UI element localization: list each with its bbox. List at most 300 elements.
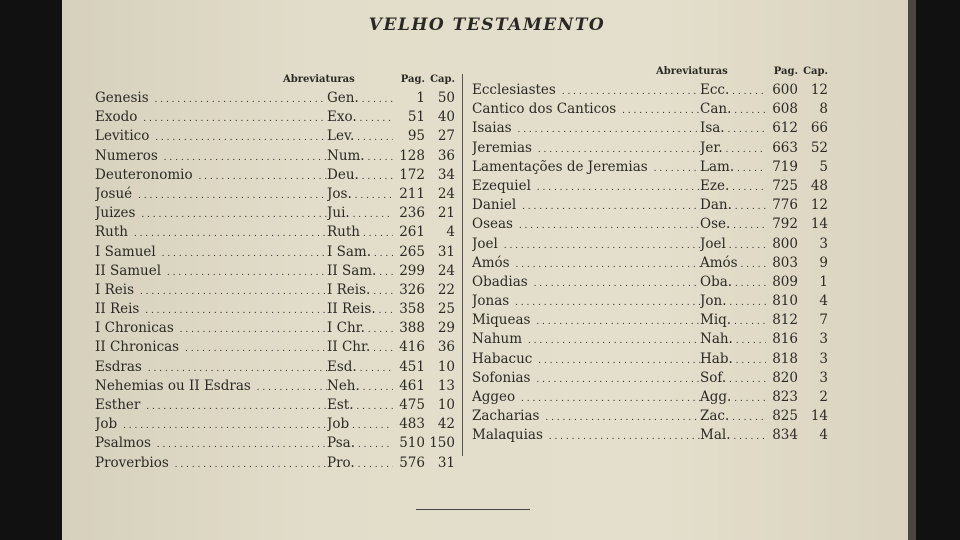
book-name-text: Levitico	[95, 128, 150, 145]
book-page	[393, 205, 425, 221]
book-abbreviation-text: Pro.	[327, 454, 355, 471]
book-page-text: 823	[772, 389, 798, 405]
book-chapters-text: 3	[819, 331, 828, 348]
book-abbreviation	[327, 397, 393, 413]
book-page-text: 265	[399, 243, 425, 260]
table-row	[472, 82, 828, 101]
book-page	[766, 331, 798, 347]
book-abbreviation-text: Gen.	[327, 90, 359, 106]
book-name-text: Obadias	[472, 273, 528, 290]
book-abbreviation-text: Psa.	[327, 435, 355, 452]
book-chapters	[425, 263, 455, 279]
book-page-text: 236	[399, 205, 425, 222]
book-name	[472, 236, 700, 252]
table-row	[95, 359, 455, 378]
book-name-text: Malaquias	[472, 427, 543, 444]
book-chapters	[798, 120, 828, 136]
book-chapters-text: 12	[810, 197, 828, 214]
table-row	[472, 197, 828, 216]
book-name	[95, 244, 327, 260]
book-chapters-text: 14	[810, 408, 828, 425]
table-row	[472, 312, 828, 331]
book-name	[95, 109, 327, 125]
book-abbreviation-text: Nah.	[700, 331, 733, 348]
book-abbreviation	[327, 90, 393, 106]
table-row	[95, 435, 455, 454]
book-chapters-text: 2	[819, 389, 828, 405]
book-abbreviation-text: Ruth	[327, 224, 360, 241]
book-chapters	[798, 331, 828, 347]
book-abbreviation	[327, 301, 393, 317]
table-row	[95, 455, 455, 474]
table-row	[472, 178, 828, 197]
book-abbreviation-text: Est.	[327, 397, 354, 413]
book-chapters	[425, 339, 455, 355]
book-name-text: Aggeo	[472, 389, 516, 405]
book-chapters	[798, 255, 828, 271]
book-page-text: 128	[399, 147, 425, 164]
book-page	[766, 82, 798, 98]
book-page-text: 834	[772, 427, 798, 444]
table-row	[472, 408, 828, 427]
book-name-text: Miqueas	[472, 312, 531, 329]
book-abbreviation	[700, 370, 766, 386]
book-chapters	[425, 128, 455, 144]
book-chapters-text: 4	[446, 224, 455, 241]
book-page	[766, 101, 798, 117]
book-abbreviation	[327, 320, 393, 336]
book-page-text: 663	[772, 139, 798, 156]
book-page-text: 299	[399, 262, 425, 279]
book-name	[95, 282, 327, 298]
table-row	[472, 159, 828, 178]
book-name-text: Proverbios	[95, 454, 169, 471]
book-name-text: Ecclesiastes	[472, 82, 556, 98]
book-name	[95, 339, 327, 355]
book-name-text: Juizes	[95, 205, 136, 222]
table-row	[472, 293, 828, 312]
book-chapters-text: 14	[810, 216, 828, 233]
book-name	[95, 378, 327, 394]
book-chapters-text: 36	[437, 339, 455, 356]
books-table-left	[95, 74, 455, 474]
table-row	[472, 331, 828, 350]
book-chapters	[425, 359, 455, 375]
book-page-text: 211	[399, 185, 425, 202]
book-name-text: Genesis	[95, 90, 149, 106]
book-name-text: Jonas	[472, 293, 510, 310]
book-page	[766, 140, 798, 156]
table-row	[95, 244, 455, 263]
book-page-text: 612	[772, 120, 798, 137]
book-abbreviation-text: Oba.	[700, 273, 733, 290]
book-abbreviation-text: Deu.	[327, 166, 359, 183]
book-name-text: Exodo	[95, 109, 138, 126]
book-chapters	[425, 205, 455, 221]
book-chapters	[798, 408, 828, 424]
book-page	[393, 301, 425, 317]
book-abbreviation-text: II Reis.	[327, 301, 376, 318]
table-row	[95, 282, 455, 301]
book-page-text: 475	[399, 397, 425, 413]
book-name	[472, 408, 700, 424]
book-name-text: Daniel	[472, 197, 517, 214]
book-abbreviation	[700, 101, 766, 117]
book-abbreviation-text: Sof.	[700, 369, 727, 386]
book-abbreviation-text: Exo.	[327, 109, 357, 126]
book-chapters	[798, 370, 828, 386]
book-abbreviation-text: Amós	[700, 254, 738, 271]
book-name	[95, 320, 327, 336]
book-page	[766, 370, 798, 386]
book-page	[766, 178, 798, 194]
book-chapters	[425, 224, 455, 240]
book-page	[393, 397, 425, 413]
book-name	[472, 274, 700, 290]
book-chapters	[425, 416, 455, 432]
book-abbreviation	[327, 148, 393, 164]
book-name	[95, 167, 327, 183]
book-abbreviation-text: Mal.	[700, 427, 731, 444]
book-name-text: Job	[95, 416, 118, 433]
book-chapters-text: 31	[437, 454, 455, 471]
book-page	[393, 90, 425, 106]
book-abbreviation-text: Job	[327, 416, 350, 433]
book-abbreviation-text: Lev.	[327, 128, 355, 145]
book-name	[95, 90, 327, 106]
book-abbreviation	[700, 408, 766, 424]
book-abbreviation	[327, 167, 393, 183]
book-chapters-text: 24	[437, 262, 455, 279]
book-page-text: 809	[772, 273, 798, 290]
book-abbreviation	[327, 244, 393, 260]
book-page	[393, 435, 425, 451]
header-abbreviations: Abreviaturas	[283, 74, 355, 85]
book-abbreviation	[700, 159, 766, 175]
book-page-text: 483	[399, 416, 425, 433]
book-abbreviation-text: Jui.	[327, 205, 350, 222]
book-chapters	[425, 435, 455, 451]
book-chapters-text: 12	[810, 82, 828, 98]
book-name-text: I Samuel	[95, 243, 156, 260]
book-page	[766, 216, 798, 232]
book-page-text: 608	[772, 101, 798, 118]
book-abbreviation	[327, 263, 393, 279]
book-page	[766, 293, 798, 309]
book-abbreviation	[700, 274, 766, 290]
book-abbreviation-text: Agg.	[700, 389, 732, 405]
book-page	[393, 378, 425, 394]
book-page	[393, 416, 425, 432]
book-abbreviation	[327, 339, 393, 355]
book-page-text: 816	[772, 331, 798, 348]
book-page-text: 51	[407, 109, 425, 126]
book-page-text: 95	[407, 128, 425, 145]
book-name-text: Sofonias	[472, 369, 531, 386]
book-page-text: 416	[399, 339, 425, 356]
book-abbreviation	[327, 455, 393, 471]
book-chapters	[798, 159, 828, 175]
book-name-text: Esdras	[95, 358, 142, 375]
book-chapters	[425, 109, 455, 125]
book-page-text: 776	[772, 197, 798, 214]
book-name-text: Nehemias ou II Esdras	[95, 377, 251, 394]
book-name	[472, 101, 700, 117]
table-header	[95, 74, 455, 90]
book-name-text: Amós	[472, 254, 510, 271]
book-page	[393, 320, 425, 336]
book-chapters-text: 5	[819, 158, 828, 175]
book-name	[472, 82, 700, 98]
book-chapters	[798, 197, 828, 213]
book-page-text: 388	[399, 320, 425, 337]
book-abbreviation	[327, 435, 393, 451]
book-chapters	[425, 301, 455, 317]
book-chapters-text: 31	[437, 243, 455, 260]
book-page-text: 719	[772, 158, 798, 175]
book-page	[393, 244, 425, 260]
book-abbreviation	[327, 359, 393, 375]
book-page	[393, 455, 425, 471]
book-name	[472, 216, 700, 232]
page-title: VELHO TESTAMENTO	[368, 15, 606, 35]
book-name-text: Numeros	[95, 147, 158, 164]
book-abbreviation-text: Miq.	[700, 312, 732, 329]
book-page	[766, 312, 798, 328]
book-abbreviation	[700, 312, 766, 328]
book-chapters	[798, 351, 828, 367]
book-chapters	[425, 397, 455, 413]
book-abbreviation	[700, 216, 766, 232]
book-page	[766, 120, 798, 136]
book-chapters	[425, 90, 455, 106]
book-name	[95, 301, 327, 317]
book-name-text: Joel	[472, 235, 498, 252]
book-page	[393, 128, 425, 144]
book-chapters-text: 4	[819, 427, 828, 444]
book-page	[393, 148, 425, 164]
book-page-text: 576	[399, 454, 425, 471]
table-row	[95, 148, 455, 167]
table-row	[95, 109, 455, 128]
table-row	[95, 416, 455, 435]
book-page-text: 803	[772, 254, 798, 271]
book-abbreviation	[700, 389, 766, 405]
book-name-text: Psalmos	[95, 435, 151, 452]
book-abbreviation	[327, 186, 393, 202]
book-name-text: II Samuel	[95, 262, 162, 279]
book-abbreviation	[700, 427, 766, 443]
book-name-text: Ezequiel	[472, 177, 531, 194]
book-abbreviation	[700, 120, 766, 136]
table-header	[472, 66, 828, 82]
book-name	[472, 389, 700, 405]
book-chapters-text: 4	[819, 293, 828, 310]
book-page	[393, 339, 425, 355]
book-abbreviation-text: II Chr.	[327, 339, 371, 356]
book-page-text: 358	[399, 301, 425, 318]
book-abbreviation-text: Joel	[700, 235, 726, 252]
table-row	[95, 128, 455, 147]
book-abbreviation-text: Hab.	[700, 350, 733, 367]
book-name	[95, 224, 327, 240]
book-name	[472, 159, 700, 175]
book-chapters-text: 27	[437, 128, 455, 145]
book-chapters	[425, 320, 455, 336]
book-chapters-text: 22	[437, 281, 455, 298]
book-name	[472, 140, 700, 156]
book-page	[766, 274, 798, 290]
header-page: Pag.	[773, 66, 798, 77]
book-name-text: II Chronicas	[95, 339, 180, 356]
book-chapters-text: 10	[437, 358, 455, 375]
book-name	[472, 255, 700, 271]
table-row	[472, 274, 828, 293]
book-chapters	[798, 216, 828, 232]
table-row	[95, 186, 455, 205]
page-edge	[908, 0, 916, 540]
book-abbreviation-text: Isa.	[700, 120, 725, 137]
book-chapters-text: 3	[819, 369, 828, 386]
book-page	[393, 359, 425, 375]
book-page-text: 818	[772, 350, 798, 367]
book-chapters-text: 7	[819, 312, 828, 329]
book-abbreviation	[700, 82, 766, 98]
book-abbreviation	[327, 378, 393, 394]
book-chapters	[798, 178, 828, 194]
book-page-text: 820	[772, 369, 798, 386]
book-page-text: 800	[772, 235, 798, 252]
book-abbreviation-text: Jos.	[327, 185, 352, 202]
table-row	[472, 427, 828, 446]
book-abbreviation	[700, 331, 766, 347]
book-page	[393, 109, 425, 125]
book-chapters	[425, 186, 455, 202]
end-rule	[416, 509, 530, 510]
book-chapters	[798, 427, 828, 443]
book-chapters	[425, 282, 455, 298]
book-page-text: 725	[772, 177, 798, 194]
book-page	[393, 186, 425, 202]
book-name	[95, 435, 327, 451]
book-name	[95, 455, 327, 471]
book-abbreviation-text: Jer.	[700, 139, 723, 156]
book-chapters-text: 24	[437, 185, 455, 202]
book-name	[472, 312, 700, 328]
book-abbreviation-text: Can.	[700, 101, 732, 118]
book-chapters	[798, 236, 828, 252]
table-row	[95, 205, 455, 224]
book-name-text: Isaias	[472, 120, 512, 137]
book-abbreviation-text: II Sam.	[327, 262, 377, 279]
book-chapters-text: 40	[437, 109, 455, 126]
book-abbreviation-text: I Reis.	[327, 281, 371, 298]
book-page	[766, 427, 798, 443]
book-name-text: Esther	[95, 397, 141, 413]
book-page	[393, 263, 425, 279]
book-name-text: II Reis	[95, 301, 140, 318]
book-name	[472, 178, 700, 194]
book-abbreviation	[700, 178, 766, 194]
book-name-text: Jeremias	[472, 139, 532, 156]
book-chapters-text: 50	[437, 90, 455, 106]
header-chapters: Cap.	[430, 74, 455, 85]
book-abbreviation	[700, 140, 766, 156]
book-page	[393, 167, 425, 183]
book-abbreviation	[327, 224, 393, 240]
book-name	[472, 293, 700, 309]
book-chapters	[425, 167, 455, 183]
table-row	[95, 378, 455, 397]
table-row	[472, 389, 828, 408]
book-name-text: Cantico dos Canticos	[472, 101, 617, 118]
header-page: Pag.	[400, 74, 425, 85]
book-name	[95, 148, 327, 164]
book-chapters-text: 8	[819, 101, 828, 118]
book-chapters-text: 42	[437, 416, 455, 433]
book-chapters-text: 9	[819, 254, 828, 271]
book-abbreviation-text: Ecc.	[700, 82, 730, 98]
book-name	[472, 197, 700, 213]
book-chapters-text: 150	[429, 435, 455, 452]
book-page-text: 810	[772, 293, 798, 310]
book-chapters-text: 3	[819, 235, 828, 252]
book-name-text: Zacharias	[472, 408, 540, 425]
book-chapters-text: 66	[810, 120, 828, 137]
book-abbreviation-text: I Sam.	[327, 243, 372, 260]
book-abbreviation	[700, 236, 766, 252]
book-name	[95, 359, 327, 375]
book-page-text: 172	[399, 166, 425, 183]
book-abbreviation	[327, 205, 393, 221]
book-name-text: Ruth	[95, 224, 128, 241]
table-row	[95, 339, 455, 358]
book-name	[95, 128, 327, 144]
book-abbreviation	[700, 197, 766, 213]
book-name-text: Josué	[95, 185, 133, 202]
book-chapters	[798, 293, 828, 309]
book-page-text: 792	[772, 216, 798, 233]
table-row	[95, 90, 455, 109]
book-chapters	[798, 140, 828, 156]
table-row	[95, 224, 455, 243]
table-row	[95, 167, 455, 186]
table-row	[95, 320, 455, 339]
book-abbreviation-text: Esd.	[327, 358, 357, 375]
book-name-text: I Reis	[95, 281, 135, 298]
book-chapters-text: 1	[819, 273, 828, 290]
book-chapters	[798, 82, 828, 98]
book-name-text: Oseas	[472, 216, 513, 233]
book-abbreviation	[700, 255, 766, 271]
book-chapters-text: 36	[437, 147, 455, 164]
book-name-text: Nahum	[472, 331, 523, 348]
books-table-right	[472, 66, 828, 447]
book-chapters	[425, 378, 455, 394]
book-page-text: 812	[772, 312, 798, 329]
book-chapters	[425, 455, 455, 471]
book-name	[472, 427, 700, 443]
book-page-text: 461	[399, 377, 425, 394]
book-abbreviation	[700, 351, 766, 367]
header-abbreviations: Abreviaturas	[656, 66, 728, 77]
book-abbreviation	[327, 416, 393, 432]
table-row	[472, 370, 828, 389]
book-chapters-text: 21	[437, 205, 455, 222]
table-row	[95, 397, 455, 416]
book-abbreviation	[700, 293, 766, 309]
book-page-text: 825	[772, 408, 798, 425]
